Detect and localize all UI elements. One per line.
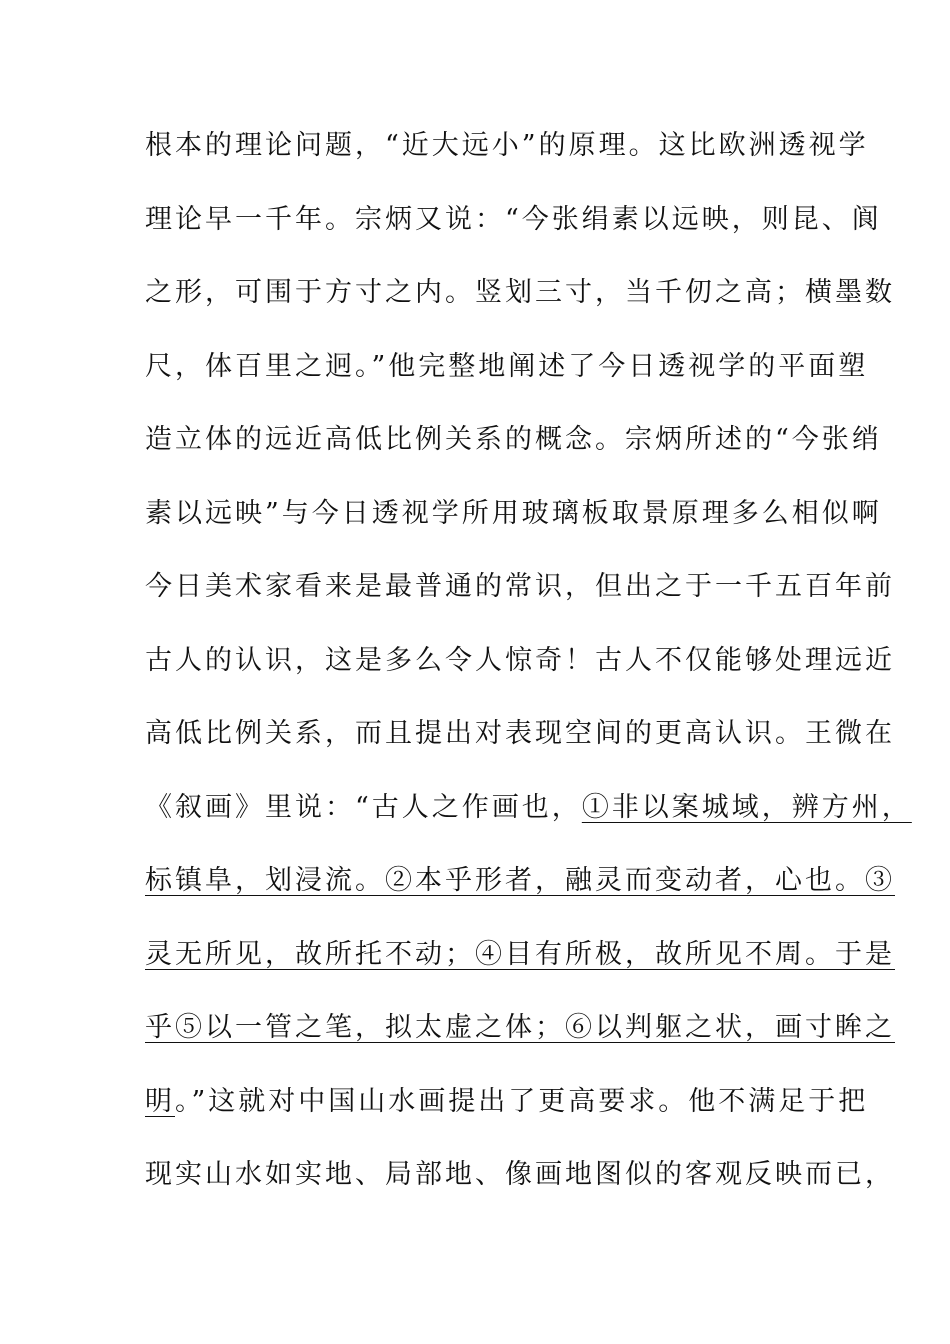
line-text: 理论早一千年。宗炳又说：“今张绢素以远映，则昆、阆 [145, 203, 882, 235]
text-line-7 [145, 567, 895, 641]
line-text: 现实山水如实地、局部地、像画地图似的客观反映而已， [145, 1159, 895, 1190]
text-line-1 [145, 126, 869, 200]
text-line-8 [145, 641, 895, 715]
body-text [145, 126, 912, 1229]
underlined-text: 明 [145, 1085, 175, 1117]
text-line-15 [145, 1155, 895, 1229]
line-text: 《叙画》里说：“古人之作画也， [145, 791, 582, 823]
underlined-text: 灵无所见，故所托不动；④目有所极，故所见不周。于是 [145, 938, 895, 970]
text-line-5 [145, 420, 882, 494]
underlined-text: 乎⑤以一管之笔，拟太虚之体；⑥以判躯之状，画寸眸之 [145, 1012, 895, 1043]
text-line-2 [145, 200, 882, 274]
text-line-10 [145, 788, 912, 862]
text-line-14 [145, 1082, 869, 1156]
line-text: 之形，可围于方寸之内。竖划三寸，当千仞之高；横墨数 [145, 277, 895, 308]
text-line-6 [145, 494, 882, 568]
text-line-4 [145, 347, 869, 421]
text-line-3 [145, 273, 895, 347]
text-line-11 [145, 861, 895, 935]
underlined-text: 标镇阜，划浸流。②本乎形者，融灵而变动者，心也。③ [145, 865, 895, 896]
text-line-13 [145, 1008, 895, 1082]
text-line-12 [145, 935, 895, 1009]
line-text: 造立体的远近高低比例关系的概念。宗炳所述的“今张绡 [145, 424, 882, 455]
line-text: 。”这就对中国山水画提出了更高要求。他不满足于把 [175, 1085, 869, 1117]
text-line-9 [145, 714, 895, 788]
line-text: 古人的认识，这是多么令人惊奇！古人不仅能够处理远近 [145, 644, 895, 676]
line-text: 高低比例关系，而且提出对表现空间的更高认识。王微在 [145, 718, 895, 749]
line-text: 素以远映”与今日透视学所用玻璃板取景原理多么相似啊 [145, 497, 882, 529]
line-text: 尺，体百里之迥。”他完整地阐述了今日透视学的平面塑 [145, 350, 869, 382]
line-text: 今日美术家看来是最普通的常识，但出之于一千五百年前 [145, 571, 895, 602]
line-text: 根本的理论问题，“近大远小”的原理。这比欧洲透视学 [145, 130, 869, 161]
underlined-text: ①非以案城域，辨方州， [581, 791, 912, 823]
